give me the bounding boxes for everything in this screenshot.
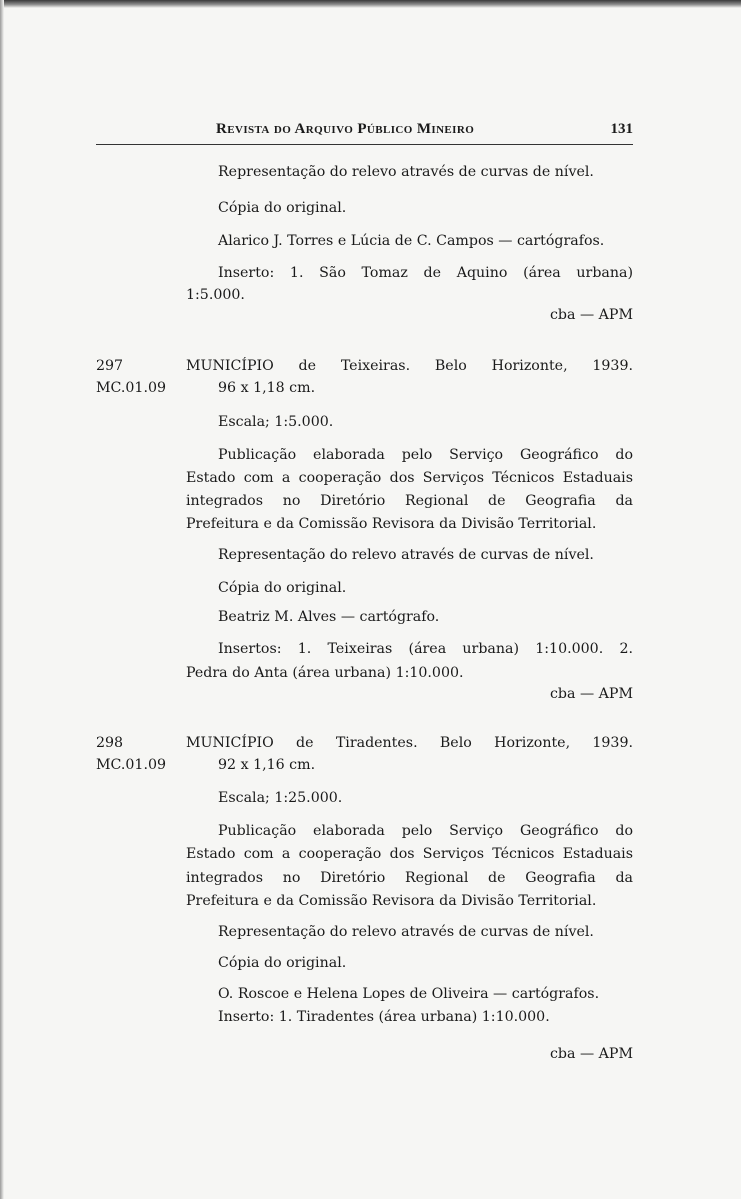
entry-copy: Cópia do original. <box>218 580 347 596</box>
entry-title: MUNICÍPIO de Tiradentes. Belo Horizonte, 1939. <box>186 735 633 751</box>
entry-pub-line: Publicação elaborada pelo Serviço Geográfico do <box>218 823 633 839</box>
entry-pub-line: Prefeitura e da Comissão Revisora da Divisão Territorial. <box>186 516 597 532</box>
entry-scale: Escala; 1:25.000. <box>218 790 343 806</box>
scan-edge-left <box>0 0 4 1199</box>
entry-dimensions: 92 x 1,16 cm. <box>218 757 316 773</box>
entry-title: MUNICÍPIO de Teixeiras. Belo Horizonte, 1939. <box>186 358 633 374</box>
entry-pub-line: integrados no Diretório Regional de Geografia da <box>186 493 633 509</box>
page-number: 131 <box>610 121 633 137</box>
scan-edge-top <box>0 0 741 8</box>
entry-inset-line2: Pedra do Anta (área urbana) 1:10.000. <box>186 665 464 681</box>
entry-authors: O. Roscoe e Helena Lopes de Oliveira — cartógrafos. <box>218 986 600 1002</box>
prev-inset-line1: Inserto: 1. São Tomaz de Aquino (área urbana) <box>218 265 633 281</box>
journal-title: Revista do Arquivo Público Mineiro <box>216 121 475 137</box>
prev-copy: Cópia do original. <box>218 200 347 216</box>
entry-inset-line1: Insertos: 1. Teixeiras (área urbana) 1:10.000. 2. <box>218 641 633 657</box>
entry-inset-line1: Inserto: 1. Tiradentes (área urbana) 1:10.000. <box>218 1009 550 1025</box>
entry-code: MC.01.09 <box>96 380 167 396</box>
entry-location: cba — APM <box>549 1046 633 1062</box>
entry-pub-line: integrados no Diretório Regional de Geografia da <box>186 870 633 886</box>
prev-inset-line2: 1:5.000. <box>186 287 245 303</box>
entry-dimensions: 96 x 1,18 cm. <box>218 380 316 396</box>
entry-relief: Representação do relevo através de curvas de nível. <box>218 547 594 563</box>
entry-authors: Beatriz M. Alves — cartógrafo. <box>218 609 440 625</box>
entry-pub-line: Estado com a cooperação dos Serviços Técnicos Estaduais <box>186 470 633 486</box>
entry-relief: Representação do relevo através de curvas de nível. <box>218 924 594 940</box>
entry-copy: Cópia do original. <box>218 955 347 971</box>
prev-relief: Representação do relevo através de curvas de nível. <box>218 164 594 180</box>
header-rule <box>96 144 633 145</box>
entry-number: 297 <box>96 358 124 374</box>
entry-pub-line: Prefeitura e da Comissão Revisora da Divisão Territorial. <box>186 893 597 909</box>
entry-code: MC.01.09 <box>96 757 167 773</box>
entry-number: 298 <box>96 735 124 751</box>
prev-authors: Alarico J. Torres e Lúcia de C. Campos — cartógrafos. <box>218 233 605 249</box>
entry-pub-line: Publicação elaborada pelo Serviço Geográfico do <box>218 447 633 463</box>
entry-pub-line: Estado com a cooperação dos Serviços Técnicos Estaduais <box>186 846 633 862</box>
entry-scale: Escala; 1:5.000. <box>218 414 334 430</box>
entry-location: cba — APM <box>549 686 633 702</box>
running-header <box>186 121 633 141</box>
prev-location: cba — APM <box>549 307 633 323</box>
